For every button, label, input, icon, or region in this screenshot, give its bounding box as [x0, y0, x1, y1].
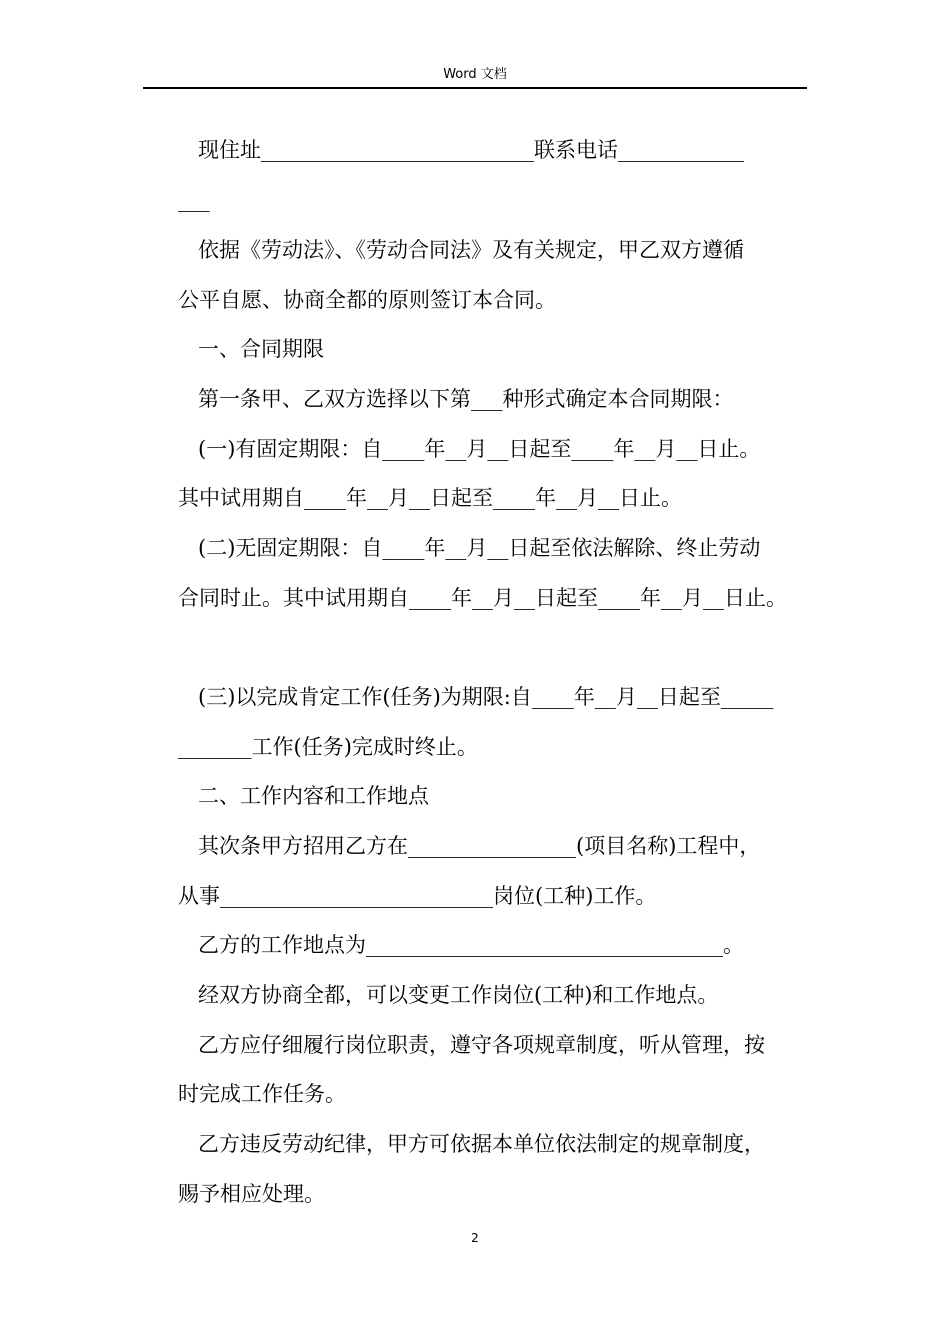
body-line-open-term: (二)无固定期限：自____年__月__日起至依法解除、终止劳动: [198, 536, 761, 560]
body-line-article-two: 其次条甲方招用乙方在________________(项目名称)工程中，: [198, 834, 761, 858]
body-line-duties-continuation: 时完成工作任务。: [178, 1082, 346, 1106]
body-line-article-one: 第一条甲、乙双方选择以下第___种形式确定本合同期限：: [198, 387, 734, 411]
body-line-change-position: 经双方协商全都，可以变更工作岗位(工种)和工作地点。: [198, 983, 719, 1007]
section-heading-contract-term: 一、合同期限: [198, 337, 324, 361]
body-line-task-term-continuation: _______工作(任务)完成时终止。: [178, 735, 478, 759]
page-number: 2: [471, 1231, 479, 1245]
page-header-title: Word 文档: [443, 67, 507, 82]
body-line-address-continuation: ___: [178, 188, 210, 212]
body-line-open-term-probation: 合同时止。其中试用期自____年__月__日起至____年__月__日止。: [178, 586, 787, 610]
body-line-work-location: 乙方的工作地点为__________________________________。: [198, 933, 744, 957]
body-line-duties: 乙方应仔细履行岗位职责，遵守各项规章制度，听从管理，按: [198, 1033, 765, 1057]
body-line-discipline: 乙方违反劳动纪律，甲方可依据本单位依法制定的规章制度，: [198, 1132, 765, 1156]
body-line-task-term: (三)以完成肯定工作(任务)为期限:自____年__月__日起至_____: [198, 685, 774, 709]
body-line-legal-basis-continuation: 公平自愿、协商全都的原则签订本合同。: [178, 288, 556, 312]
section-heading-work-content: 二、工作内容和工作地点: [198, 784, 429, 808]
body-line-fixed-term: (一)有固定期限：自____年__月__日起至____年__月__日止。: [198, 437, 761, 461]
body-line-legal-basis: 依据《劳动法》、《劳动合同法》及有关规定，甲乙双方遵循: [198, 238, 744, 262]
body-line-position: 从事__________________________岗位(工种)工作。: [178, 884, 657, 908]
body-line-fixed-term-probation: 其中试用期自____年__月__日起至____年__月__日止。: [178, 486, 682, 510]
body-line-current-address: 现住址__________________________联系电话____________: [198, 138, 744, 162]
body-line-discipline-continuation: 赐予相应处理。: [178, 1182, 325, 1206]
header-rule: [143, 87, 807, 89]
